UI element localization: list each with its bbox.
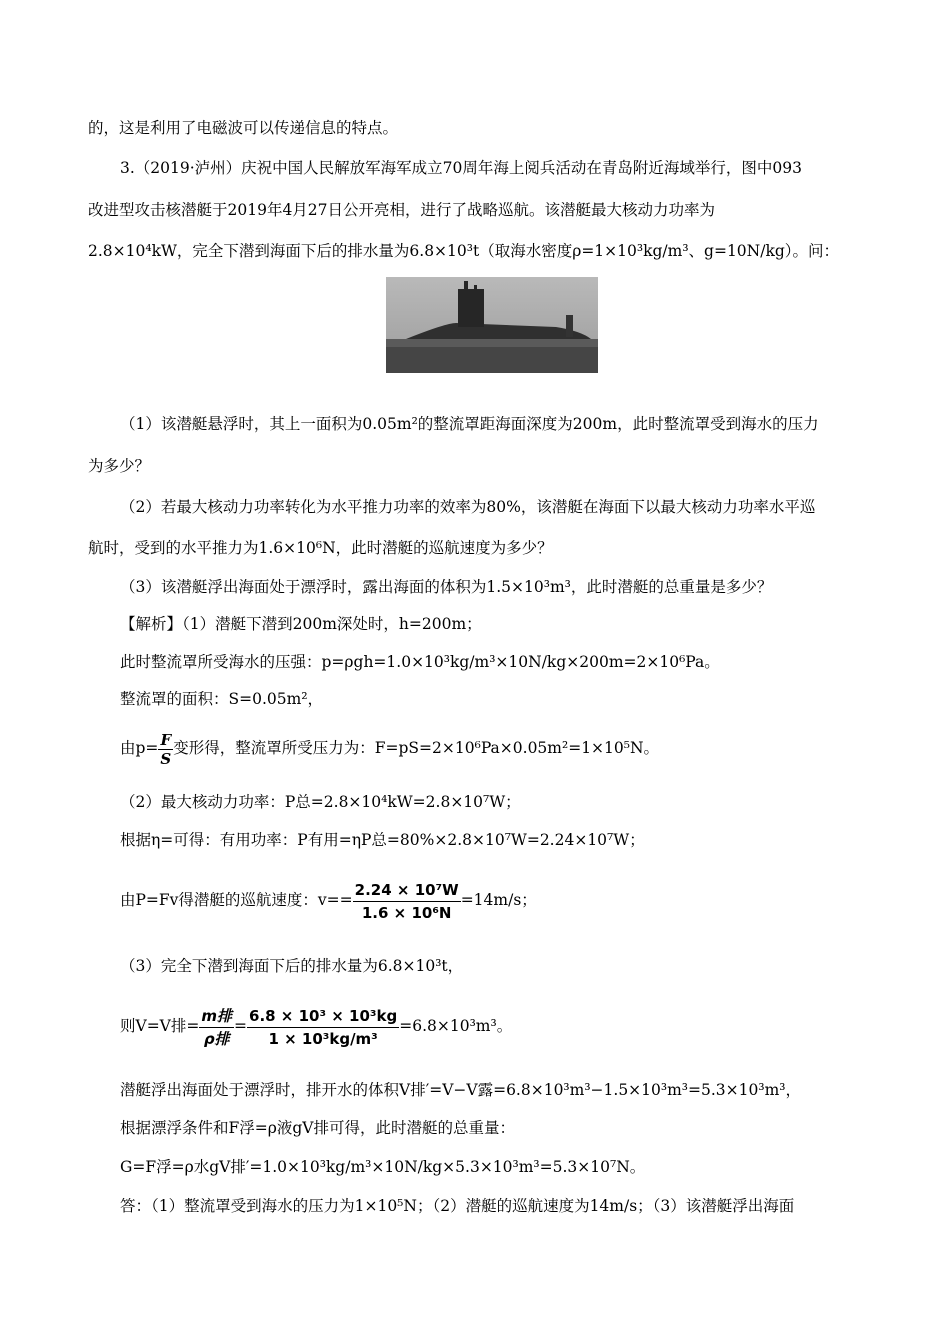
solution-step-7 [120,872,537,928]
solution-step-4-suffix: 变形得，整流罩所受压力为：F=pS=2×10⁶Pa×0.05m²=1×10⁵N。 [173,739,660,757]
solution-step-2: 此时整流罩所受海水的压强：p=ρgh=1.0×10³kg/m³×10N/kg×200m=2×10⁶Pa。 [120,653,720,671]
submarine-photo [386,277,598,373]
question-3-line-3: 2.8×10⁴kW，完全下潜到海面下后的排水量为6.8×10³t（取海水密度ρ=1×10³kg/m³、g=10N/kg）。问： [88,242,840,260]
sub-question-2-line-2: 航时，受到的水平推力为1.6×10⁶N，此时潜艇的巡航速度为多少？ [88,539,553,557]
fraction-denominator: 1 × 10³kg/m³ [268,1029,378,1048]
solution-step-6: 根据η=可得：有用功率：P有用=ηP总=80%×2.8×10⁷W=2.24×10⁷W； [120,831,645,849]
answer-text: 答：（1）整流罩受到海水的压力为1×10⁵N；（2）潜艇的巡航速度为14m/s；（3）该潜艇浮出海面 [120,1197,795,1215]
solution-step-7-suffix: =14m/s； [460,891,537,909]
fraction-numerator: m排 [201,1006,233,1025]
sub-question-1-line-1: （1）该潜艇悬浮时，其上一面积为0.05m²的整流罩距海面深度为200m，此时整流罩受到海水的压力 [120,415,819,433]
volume-fraction [247,1005,399,1050]
mass-density-fraction [199,1005,234,1050]
question-3-line-2: 改进型攻击核潜艇于2019年4月27日公开亮相，进行了战略巡航。该潜艇最大核动力功率为 [88,201,716,219]
velocity-fraction [353,879,461,924]
intro-text: 的，这是利用了电磁波可以传递信息的特点。 [88,119,399,137]
question-3-line-1: 3.（2019·泸州）庆祝中国人民解放军海军成立70周年海上阅兵活动在青岛附近海域举行，图中093 [120,159,802,177]
fraction-numerator: 6.8 × 10³ × 10³kg [249,1006,398,1025]
solution-step-4-prefix: 由p= [120,739,159,757]
fraction-denominator: S [160,749,172,768]
solution-step-5: （2）最大核动力功率：P总=2.8×10⁴kW=2.8×10⁷W； [120,793,521,811]
fraction-denominator: 1.6 × 10⁶N [361,903,452,922]
sub-question-3: （3）该潜艇浮出海面处于漂浮时，露出海面的体积为1.5×10³m³，此时潜艇的总重量是多少？ [120,578,773,596]
solution-step-4 [120,728,659,768]
fraction-denominator: ρ排 [203,1029,230,1048]
solution-step-1: 【解析】（1）潜艇下潜到200m深处时，h=200m； [120,615,482,633]
solution-step-12: G=F浮=ρ水gV排′=1.0×10³kg/m³×10N/kg×5.3×10³m³=5.3×10⁷N。 [120,1158,646,1176]
pressure-fraction [158,731,173,768]
solution-step-10: 潜艇浮出海面处于漂浮时，排开水的体积V排′=V−V露=6.8×10³m³−1.5×10³m³=5.3×10³m³， [120,1081,801,1099]
sub-question-2-line-1: （2）若最大核动力功率转化为水平推力功率的效率为80%，该潜艇在海面下以最大核动力功率水平巡 [120,498,816,516]
solution-step-7-prefix: 由P=Fv得潜艇的巡航速度：v== [120,891,353,909]
sub-question-1-line-2: 为多少？ [88,457,151,475]
solution-step-11: 根据漂浮条件和F浮=ρ液gV排可得，此时潜艇的总重量： [120,1119,515,1137]
solution-step-9-prefix: 则V=V排= [120,1017,200,1035]
fraction-numerator: 2.24 × 10⁷W [354,880,459,899]
solution-step-9: 则V=V排= $\frac{\text{m排}}{\text{ρ排}}$ = $\frac{\text{6.8 × 10³ × 10³kg}}{\text{1 × 10³kg/m³}}$ =6.8×10³m³。 [120,1006,513,1048]
fraction-numerator: F [160,730,172,749]
solution-step-3: 整流罩的面积：S=0.05m²， [120,690,324,708]
solution-step-9-suffix: =6.8×10³m³。 [399,1017,513,1035]
solution-step-8: （3）完全下潜到海面下后的排水量为6.8×10³t， [120,957,464,975]
